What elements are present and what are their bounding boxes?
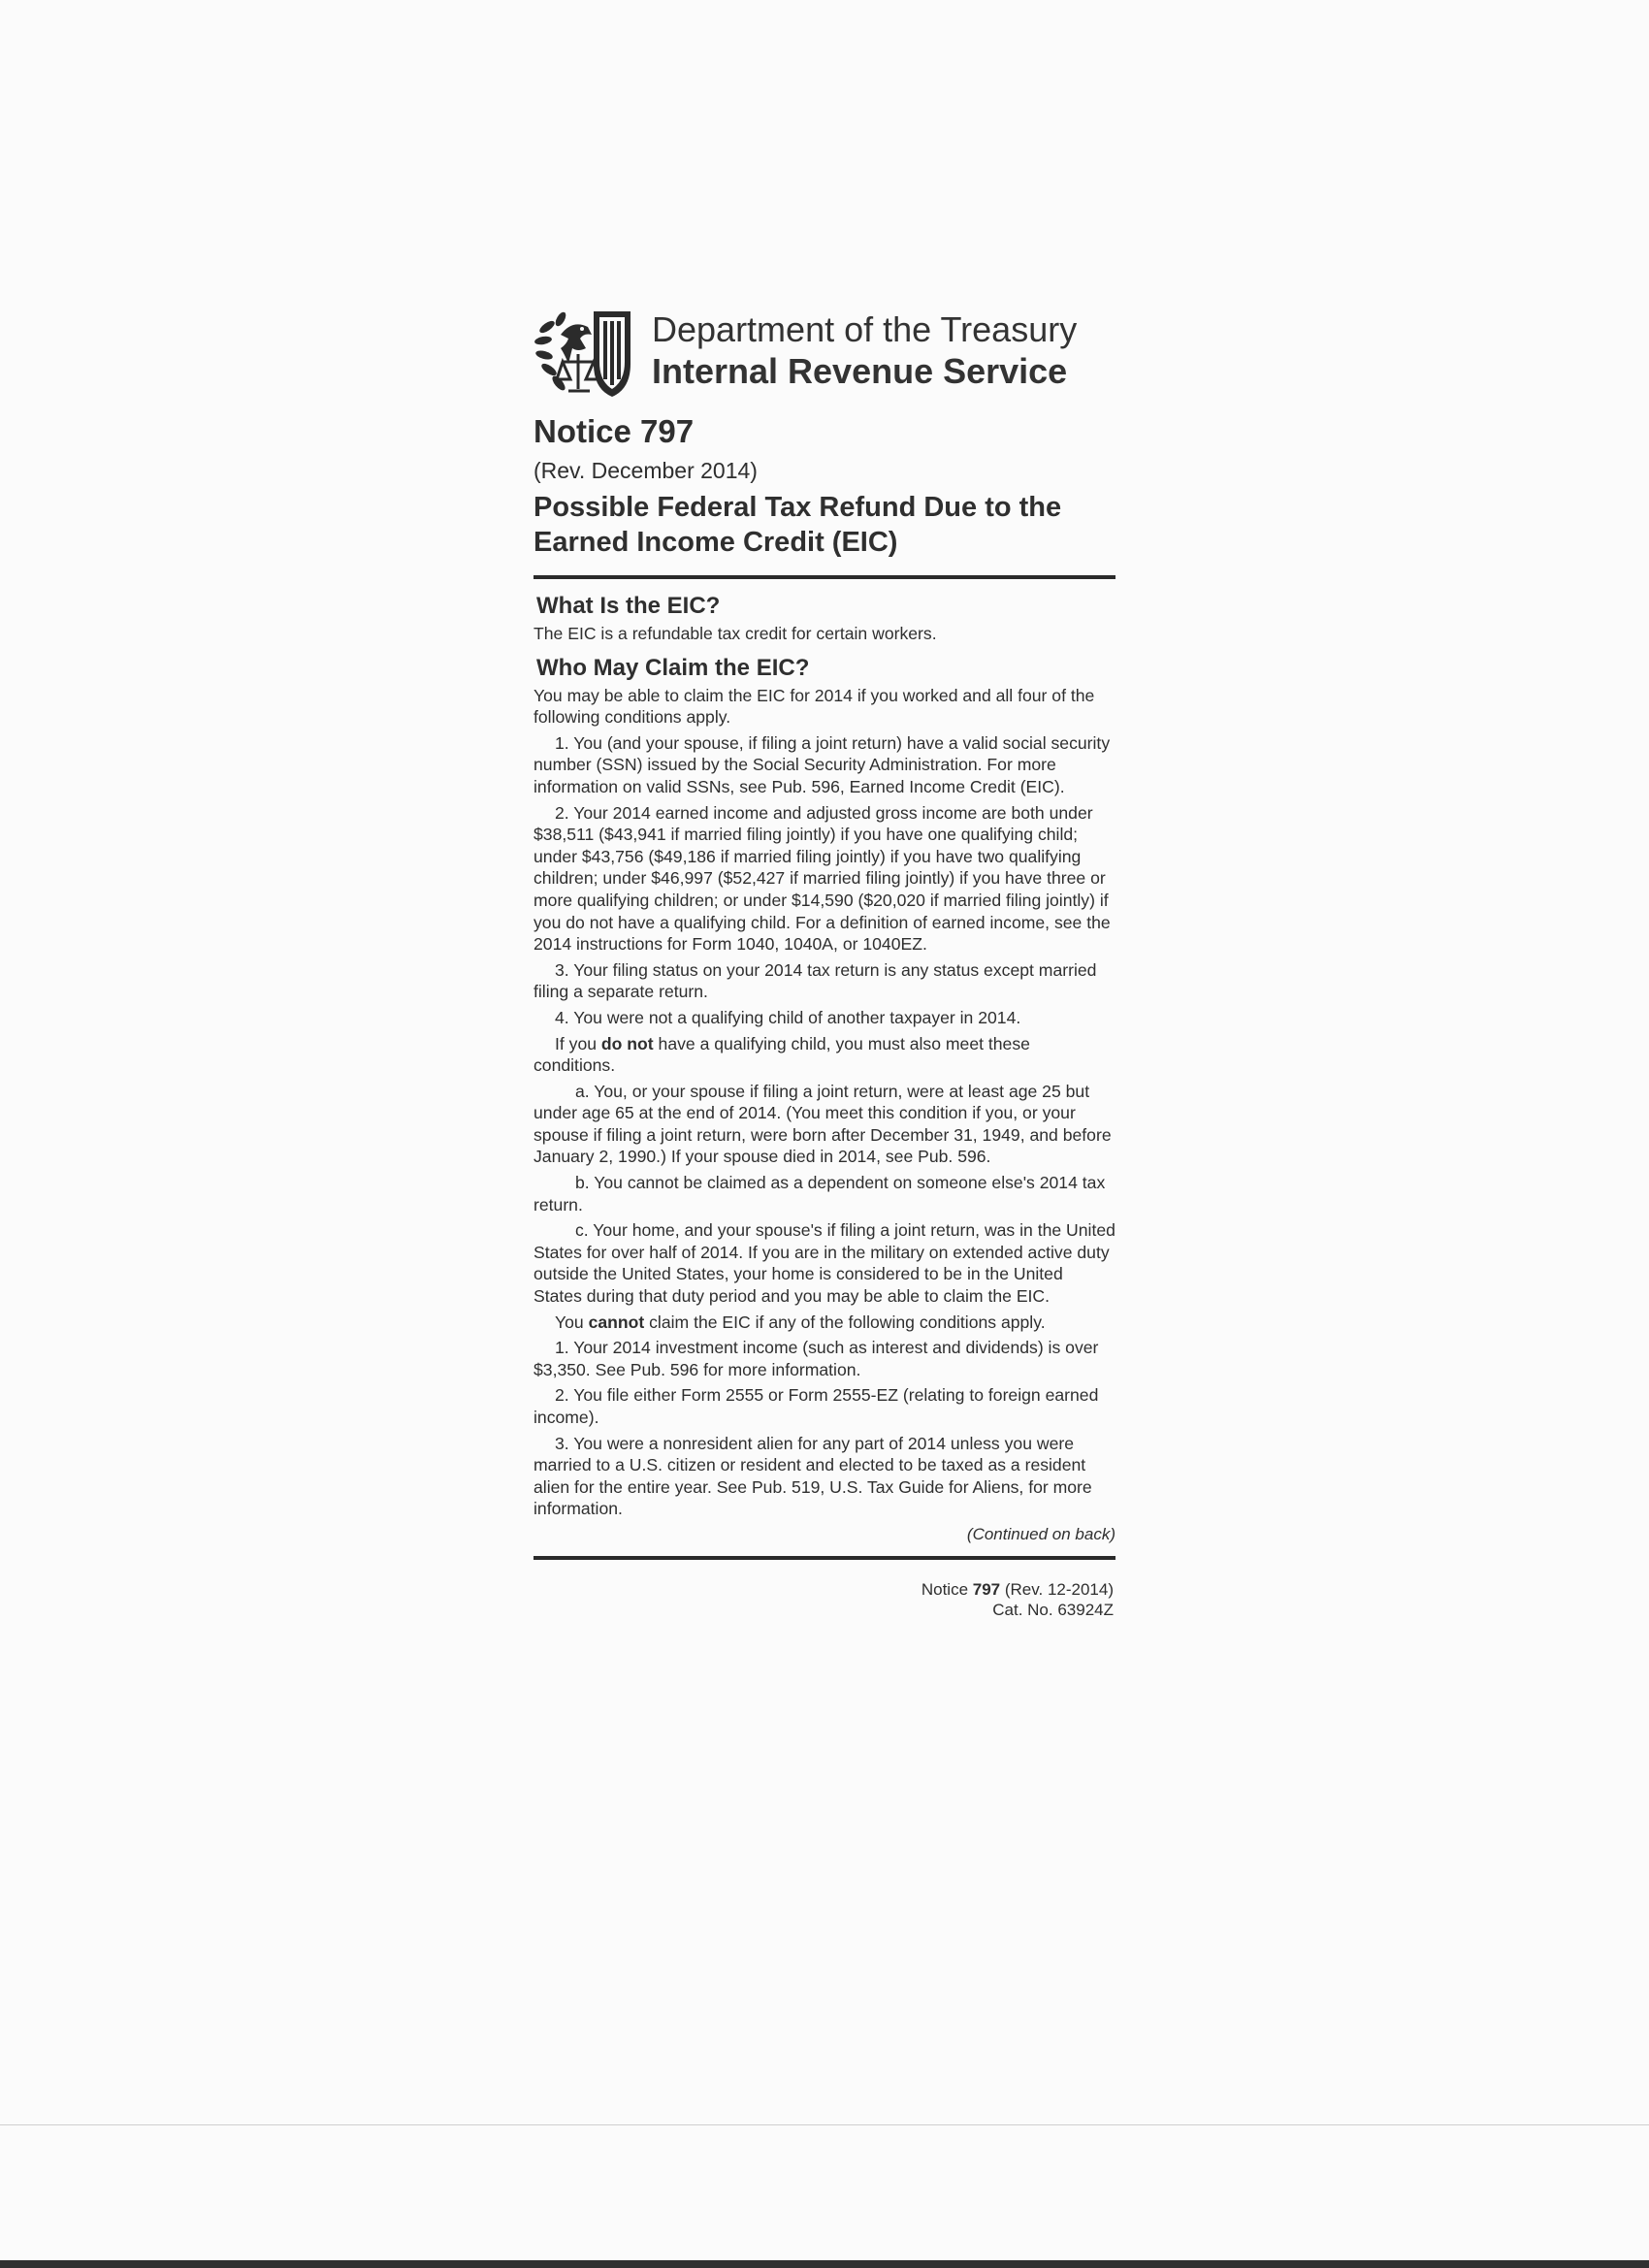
notice-number: Notice 797: [534, 413, 695, 449]
footer-notice-pre: Notice: [921, 1579, 973, 1599]
no-child-pre: If you: [555, 1033, 601, 1053]
no-child-emphasis: do not: [600, 1033, 654, 1053]
form-footer: [534, 1579, 1114, 1620]
cannot-post: claim the EIC if any of the following conditions apply.: [644, 1312, 1046, 1332]
notice-body: [534, 593, 1116, 1546]
catalog-number: Cat. No. 63924Z: [992, 1600, 1114, 1619]
no-child-post: have a qualifying child, you must also meet these conditions.: [534, 1033, 1030, 1076]
no-child-intro: [534, 1033, 1116, 1077]
bottom-divider: [534, 1556, 1116, 1560]
who-intro: You may be able to claim the EIC for 2014 if you worked and all four of the following conditions apply.: [534, 685, 1095, 728]
irs-eagle-seal-icon: [534, 306, 640, 399]
cannot-intro: [534, 1312, 1116, 1334]
footer-notice-line: [534, 1579, 1114, 1600]
notice-title: Possible Federal Tax Refund Due to the Earned Income Credit (EIC): [534, 492, 1062, 558]
section-heading-who: Who May Claim the EIC?: [536, 654, 810, 681]
what-text: The EIC is a refundable tax credit for certain workers.: [534, 624, 937, 643]
department-name: Department of the Treasury: [652, 309, 1078, 349]
no-child-item-b: b. You cannot be claimed as a dependent on someone else's 2014 tax return.: [534, 1173, 1106, 1215]
continued-note: (Continued on back): [966, 1524, 1116, 1543]
condition-item-4: 4. You were not a qualifying child of another taxpayer in 2014.: [555, 1007, 1021, 1027]
condition-item-3: 3. Your filing status on your 2014 tax return is any status except married filing a separate return.: [534, 959, 1097, 1002]
cannot-item-1: 1. Your 2014 investment income (such as interest and dividends) is over $3,350. See Pub. 596 for more information.: [534, 1338, 1099, 1379]
letterhead: [534, 306, 1116, 399]
top-divider: [534, 575, 1116, 579]
condition-item-1: 1. You (and your spouse, if filing a joint return) have a valid social security number (SSN) issued by the Social Security Administration. For more information on valid SSNs, see Pub. 596, Earned Income Credit (EIC).: [534, 732, 1111, 796]
cannot-emphasis: cannot: [588, 1312, 645, 1332]
footer-notice-rev: (Rev. 12-2014): [1000, 1579, 1114, 1599]
section-heading-what: What Is the EIC?: [536, 593, 721, 619]
condition-item-2: 2. Your 2014 earned income and adjusted gross income are both under $38,511 ($43,941 if married filing jointly) if you have one qualifying child; under $43,756 ($49,186 if married filing jointly) if you have two qualifying children; under $46,997 ($52,427 if married filing jointly) if you have three or more qualifying children; or under $14,590 ($20,020 if married filing jointly) if you do not have a qualifying child. For a definition of earned income, see the 2014 instructions for Form 1040, 1040A, or 1040EZ.: [534, 802, 1111, 955]
no-child-item-a: a. You, or your spouse if filing a joint return, were at least age 25 but under age 65 at the end of 2014. (You meet this condition if you, or your spouse if filing a joint return, were born after December 31, 1949, and before January 2, 1990.) If your spouse died in 2014, see Pub. 596.: [534, 1081, 1112, 1167]
agency-block: [652, 306, 1077, 392]
scanner-edge-line: [0, 2124, 1649, 2125]
no-child-item-c: c. Your home, and your spouse's if filing a joint return, was in the United States for over half of 2014. If you are in the military on extended active duty outside the United States, your home is considered to be in the United States during that duty period and you may be able to claim the EIC.: [534, 1220, 1116, 1307]
agency-name: Internal Revenue Service: [652, 351, 1068, 391]
notice-column: [534, 306, 1116, 1620]
cannot-item-3: 3. You were a nonresident alien for any part of 2014 unless you were married to a U.S. citizen or resident and elected to be taxed as a resident alien for the entire year. See Pub. 519, U.S. Tax Guide for Aliens, for more information.: [534, 1433, 1092, 1519]
revision-date: (Rev. December 2014): [534, 458, 758, 483]
cannot-pre: You: [555, 1312, 589, 1332]
cannot-item-2: 2. You file either Form 2555 or Form 2555-EZ (relating to foreign earned income).: [534, 1385, 1099, 1427]
footer-notice-number: 797: [972, 1579, 1001, 1599]
scanner-bottom-border: [0, 2260, 1649, 2268]
